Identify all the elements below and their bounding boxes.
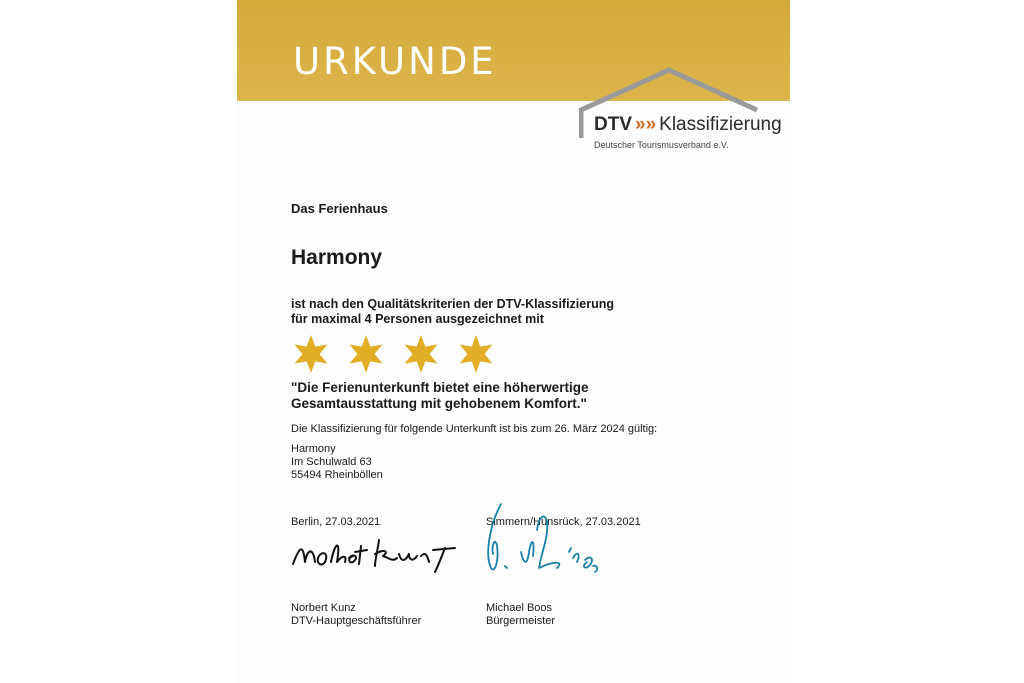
property-name: Harmony [291,246,383,269]
criteria-line-1: ist nach den Qualitätskriterien der DTV-Klassifizierung [291,297,614,311]
certificate-title: URKUNDE [293,40,497,83]
signer-2-name: Michael Boos [486,602,553,614]
rating-quote [291,380,588,412]
certificate-document [237,0,790,683]
signer-1-role: DTV-Hauptgeschäftsführer [291,615,422,627]
signer-2 [486,602,555,628]
validity-text: Die Klassifizierung für folgende Unterkunft ist bis zum 26. März 2024 gültig: [291,423,658,435]
star-icon [350,335,383,373]
property-address [291,443,383,482]
logo-name: Klassifizierung [659,114,782,135]
star-icon [405,335,438,373]
address-line-3: 55494 Rheinböllen [291,469,383,481]
signer-2-place-date: Simmern/Hunsrück, 27.03.2021 [486,516,641,528]
chevron-arrows-icon: »» [635,114,657,135]
signature-michael-boos [481,496,611,586]
star-icon [460,335,493,373]
criteria-line-2: für maximal 4 Personen ausgezeichnet mit [291,312,544,326]
address-line-1: Harmony [291,443,336,455]
signer-1-name: Norbert Kunz [291,602,356,614]
logo-brand: DTV [594,114,632,135]
criteria-text [291,297,614,327]
address-line-2: Im Schulwald 63 [291,456,372,468]
signer-2-role: Bürgermeister [486,615,556,627]
signature-norbert-kunz [289,528,459,578]
quote-line-2: Gesamtausstattung mit gehobenem Komfort." [291,396,587,411]
star-rating [291,334,501,374]
star-icon [295,335,328,373]
quote-line-1: "Die Ferienunterkunft bietet eine höherwertige [291,380,589,395]
dtv-logo-wordmark [594,114,782,136]
signer-1 [291,602,421,628]
intro-text: Das Ferienhaus [291,201,388,216]
logo-subtitle: Deutscher Tourismusverband e.V. [594,140,729,150]
signer-1-place-date: Berlin, 27.03.2021 [291,516,381,528]
